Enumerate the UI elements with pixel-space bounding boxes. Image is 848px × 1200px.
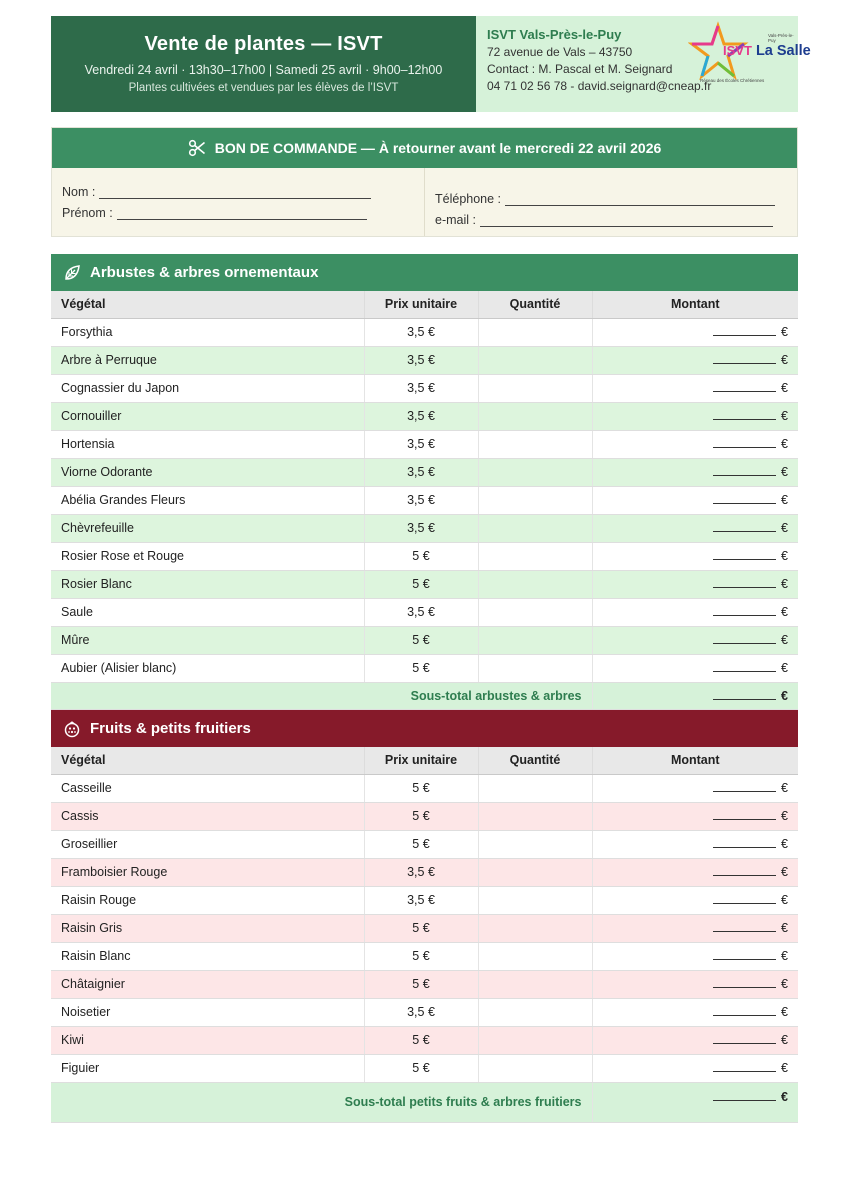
amount-input-line[interactable] [713, 467, 776, 476]
amount-cell[interactable] [592, 1026, 798, 1054]
fruits-section-title: Fruits & petits fruitiers [90, 720, 251, 737]
amount-input-line[interactable] [713, 411, 776, 420]
scissors-icon [188, 139, 206, 157]
quantity-cell[interactable] [478, 1026, 592, 1054]
quantity-cell[interactable] [478, 886, 592, 914]
currency-symbol: € [781, 1033, 788, 1047]
table-row [51, 486, 798, 514]
contact-fields [425, 168, 785, 236]
email-field[interactable] [435, 206, 775, 227]
quantity-cell[interactable] [478, 346, 592, 374]
email-label: e-mail : [435, 213, 476, 227]
currency-symbol: € [781, 1061, 788, 1075]
quantity-cell[interactable] [478, 942, 592, 970]
amount-input-line[interactable] [713, 895, 776, 904]
fruits-table [51, 747, 798, 1123]
currency-symbol: € [781, 521, 788, 535]
unit-price: 5 € [364, 830, 478, 858]
plant-name: Cognassier du Japon [51, 374, 364, 402]
col-quantite: Quantité [478, 291, 592, 318]
plant-name: Raisin Gris [51, 914, 364, 942]
amount-cell[interactable] [592, 598, 798, 626]
berry-icon [63, 720, 81, 738]
currency-symbol: € [781, 809, 788, 823]
plant-name: Aubier (Alisier blanc) [51, 654, 364, 682]
amount-input-line[interactable] [713, 867, 776, 876]
org-contact: Contact : M. Pascal et M. Seignard [487, 62, 673, 76]
amount-cell[interactable] [592, 318, 798, 346]
table-row [51, 1026, 798, 1054]
currency-symbol: € [781, 577, 788, 591]
org-address: 72 avenue de Vals – 43750 [487, 45, 633, 59]
unit-price: 3,5 € [364, 430, 478, 458]
order-form [51, 127, 798, 237]
amount-input-line[interactable] [713, 811, 776, 820]
amount-cell[interactable] [592, 542, 798, 570]
quantity-cell[interactable] [478, 458, 592, 486]
currency-symbol: € [781, 781, 788, 795]
amount-input-line[interactable] [713, 495, 776, 504]
plant-name: Casseille [51, 774, 364, 802]
plant-name: Raisin Blanc [51, 942, 364, 970]
plant-name: Cassis [51, 802, 364, 830]
unit-price: 5 € [364, 654, 478, 682]
event-dates: Vendredi 24 avril · 13h30–17h00 | Samedi 25 avril · 9h00–12h00 [84, 63, 443, 77]
org-phone-email: 04 71 02 56 78 - david.seignard@cneap.fr [487, 79, 712, 93]
plant-name: Abélia Grandes Fleurs [51, 486, 364, 514]
nom-label: Nom : [62, 185, 96, 199]
shrubs-table [51, 291, 798, 710]
quantity-cell[interactable] [478, 486, 592, 514]
amount-input-line[interactable] [713, 523, 776, 532]
table-row [51, 346, 798, 374]
col-vegetal: Végétal [51, 291, 364, 318]
amount-input-line[interactable] [713, 355, 776, 364]
amount-cell[interactable] [592, 802, 798, 830]
unit-price: 5 € [364, 942, 478, 970]
quantity-cell[interactable] [478, 514, 592, 542]
amount-cell[interactable] [592, 570, 798, 598]
plant-name: Arbre à Perruque [51, 346, 364, 374]
amount-cell[interactable] [592, 942, 798, 970]
currency-symbol: € [781, 921, 788, 935]
plant-name: Cornouiller [51, 402, 364, 430]
currency-symbol: € [781, 865, 788, 879]
shrubs-table-body [51, 318, 798, 709]
email-input-line[interactable] [480, 216, 773, 227]
quantity-cell[interactable] [478, 626, 592, 654]
plant-name: Hortensia [51, 430, 364, 458]
logo-name-part1: ISVT [723, 43, 752, 58]
unit-price: 3,5 € [364, 858, 478, 886]
quantity-cell[interactable] [478, 654, 592, 682]
currency-symbol: € [781, 353, 788, 367]
amount-input-line[interactable] [713, 923, 776, 932]
nom-input-line[interactable] [99, 188, 371, 199]
table-row [51, 998, 798, 1026]
plant-name: Groseillier [51, 830, 364, 858]
subtotal-label: Sous-total arbustes & arbres [51, 682, 592, 709]
table-row [51, 970, 798, 998]
plant-name: Kiwi [51, 1026, 364, 1054]
table-row [51, 514, 798, 542]
unit-price: 5 € [364, 1026, 478, 1054]
plant-name: Viorne Odorante [51, 458, 364, 486]
order-form-fields [52, 168, 797, 236]
unit-price: 3,5 € [364, 374, 478, 402]
col-montant: Montant [592, 291, 798, 318]
table-row [51, 830, 798, 858]
shrubs-section-header [51, 254, 798, 291]
unit-price: 5 € [364, 914, 478, 942]
currency-symbol: € [781, 493, 788, 507]
order-form-header [52, 128, 797, 168]
table-row [51, 542, 798, 570]
prenom-label: Prénom : [62, 206, 113, 220]
amount-input-line[interactable] [713, 1063, 776, 1072]
order-form-title: BON DE COMMANDE — À retourner avant le mercredi 22 avril 2026 [214, 140, 662, 156]
amount-cell[interactable] [592, 654, 798, 682]
col-quantite: Quantité [478, 747, 592, 774]
currency-symbol: € [781, 381, 788, 395]
subtotal-input-line[interactable] [713, 1092, 776, 1101]
amount-input-line[interactable] [713, 1007, 776, 1016]
unit-price: 3,5 € [364, 402, 478, 430]
unit-price: 5 € [364, 802, 478, 830]
quantity-cell[interactable] [478, 430, 592, 458]
plant-name: Saule [51, 598, 364, 626]
amount-cell[interactable] [592, 886, 798, 914]
table-row [51, 942, 798, 970]
quantity-cell[interactable] [478, 570, 592, 598]
currency-symbol: € [781, 437, 788, 451]
amount-cell[interactable] [592, 1054, 798, 1082]
unit-price: 5 € [364, 626, 478, 654]
currency-symbol: € [781, 688, 788, 703]
unit-price: 3,5 € [364, 998, 478, 1026]
table-row [51, 1054, 798, 1082]
quantity-cell[interactable] [478, 318, 592, 346]
table-row [51, 886, 798, 914]
plant-name: Châtaignier [51, 970, 364, 998]
currency-symbol: € [781, 549, 788, 563]
table-row [51, 430, 798, 458]
amount-cell[interactable] [592, 374, 798, 402]
quantity-cell[interactable] [478, 598, 592, 626]
amount-cell[interactable] [592, 486, 798, 514]
shrubs-section-title: Arbustes & arbres ornementaux [90, 264, 319, 281]
shrubs-section [51, 254, 798, 710]
amount-cell[interactable] [592, 970, 798, 998]
quantity-cell[interactable] [478, 402, 592, 430]
quantity-cell[interactable] [478, 830, 592, 858]
telephone-field[interactable] [435, 185, 775, 206]
unit-price: 5 € [364, 970, 478, 998]
page-header [51, 16, 811, 112]
subtotal-row [51, 1082, 798, 1122]
table-row [51, 374, 798, 402]
nom-field[interactable] [62, 178, 414, 199]
quantity-cell[interactable] [478, 374, 592, 402]
plant-name: Mûre [51, 626, 364, 654]
amount-cell[interactable] [592, 774, 798, 802]
quantity-cell[interactable] [478, 914, 592, 942]
unit-price: 3,5 € [364, 458, 478, 486]
amount-cell[interactable] [592, 998, 798, 1026]
amount-cell[interactable] [592, 430, 798, 458]
prenom-field[interactable] [62, 199, 414, 220]
table-header-row [51, 291, 798, 318]
org-name: ISVT Vals-Près-le-Puy [487, 27, 622, 42]
plant-name: Rosier Rose et Rouge [51, 542, 364, 570]
amount-input-line[interactable] [713, 579, 776, 588]
currency-symbol: € [781, 409, 788, 423]
col-vegetal: Végétal [51, 747, 364, 774]
fruits-section-header [51, 710, 798, 747]
currency-symbol: € [781, 893, 788, 907]
amount-cell[interactable] [592, 346, 798, 374]
amount-cell[interactable] [592, 858, 798, 886]
table-row [51, 858, 798, 886]
page-title: Vente de plantes — ISVT [144, 33, 383, 55]
plant-name: Chèvrefeuille [51, 514, 364, 542]
plant-name: Figuier [51, 1054, 364, 1082]
telephone-input-line[interactable] [505, 195, 775, 206]
table-row [51, 598, 798, 626]
amount-cell[interactable] [592, 830, 798, 858]
unit-price: 5 € [364, 774, 478, 802]
unit-price: 5 € [364, 1054, 478, 1082]
logo-top-text: Vals-Près-le-Puy [768, 33, 794, 43]
table-row [51, 318, 798, 346]
currency-symbol: € [781, 661, 788, 675]
fruits-section [51, 710, 798, 1123]
unit-price: 5 € [364, 542, 478, 570]
amount-cell[interactable] [592, 626, 798, 654]
table-row [51, 458, 798, 486]
prenom-input-line[interactable] [117, 209, 367, 220]
amount-input-line[interactable] [713, 663, 776, 672]
currency-symbol: € [781, 633, 788, 647]
plant-name: Framboisier Rouge [51, 858, 364, 886]
quantity-cell[interactable] [478, 970, 592, 998]
currency-symbol: € [781, 949, 788, 963]
quantity-cell[interactable] [478, 802, 592, 830]
table-row [51, 914, 798, 942]
event-banner [51, 16, 476, 112]
subtotal-label: Sous-total petits fruits & arbres fruitiers [51, 1082, 592, 1122]
amount-input-line[interactable] [713, 839, 776, 848]
currency-symbol: € [781, 465, 788, 479]
logo-name [723, 43, 811, 59]
amount-input-line[interactable] [713, 635, 776, 644]
amount-input-line[interactable] [713, 383, 776, 392]
fruits-table-body [51, 774, 798, 1122]
event-subtitle: Plantes cultivées et vendues par les élèves de l’ISVT [128, 82, 399, 94]
logo-name-part2: La Salle [755, 43, 811, 59]
subtotal-row [51, 682, 798, 709]
unit-price: 5 € [364, 570, 478, 598]
table-header-row [51, 747, 798, 774]
col-prix: Prix unitaire [364, 747, 478, 774]
table-row [51, 654, 798, 682]
table-row [51, 774, 798, 802]
telephone-label: Téléphone : [435, 192, 502, 206]
school-logo [688, 16, 811, 98]
quantity-cell[interactable] [478, 774, 592, 802]
logo-bottom-text: Réseau des Écoles Chrétiennes [700, 78, 765, 83]
table-row [51, 570, 798, 598]
table-row [51, 402, 798, 430]
unit-price: 3,5 € [364, 598, 478, 626]
col-montant: Montant [592, 747, 798, 774]
currency-symbol: € [781, 325, 788, 339]
subtotal-input-line[interactable] [713, 691, 776, 700]
unit-price: 3,5 € [364, 346, 478, 374]
unit-price: 3,5 € [364, 486, 478, 514]
contact-panel [476, 16, 811, 112]
quantity-cell[interactable] [478, 542, 592, 570]
plant-name: Noisetier [51, 998, 364, 1026]
currency-symbol: € [781, 977, 788, 991]
amount-input-line[interactable] [713, 951, 776, 960]
unit-price: 3,5 € [364, 318, 478, 346]
table-row [51, 626, 798, 654]
subtotal-amount-cell[interactable] [592, 1082, 798, 1122]
col-prix: Prix unitaire [364, 291, 478, 318]
name-fields [52, 168, 425, 236]
amount-input-line[interactable] [713, 327, 776, 336]
amount-cell[interactable] [592, 914, 798, 942]
quantity-cell[interactable] [478, 998, 592, 1026]
plant-name: Forsythia [51, 318, 364, 346]
table-row [51, 802, 798, 830]
amount-input-line[interactable] [713, 551, 776, 560]
currency-symbol: € [781, 837, 788, 851]
unit-price: 3,5 € [364, 514, 478, 542]
amount-cell[interactable] [592, 514, 798, 542]
plant-name: Raisin Rouge [51, 886, 364, 914]
amount-input-line[interactable] [713, 979, 776, 988]
unit-price: 3,5 € [364, 886, 478, 914]
amount-input-line[interactable] [713, 1035, 776, 1044]
amount-cell[interactable] [592, 402, 798, 430]
amount-input-line[interactable] [713, 607, 776, 616]
amount-input-line[interactable] [713, 783, 776, 792]
quantity-cell[interactable] [478, 858, 592, 886]
leaf-icon [63, 264, 81, 282]
quantity-cell[interactable] [478, 1054, 592, 1082]
amount-cell[interactable] [592, 458, 798, 486]
currency-symbol: € [781, 605, 788, 619]
amount-input-line[interactable] [713, 439, 776, 448]
subtotal-amount-cell[interactable] [592, 682, 798, 709]
plant-name: Rosier Blanc [51, 570, 364, 598]
currency-symbol: € [781, 1005, 788, 1019]
currency-symbol: € [781, 1089, 788, 1104]
